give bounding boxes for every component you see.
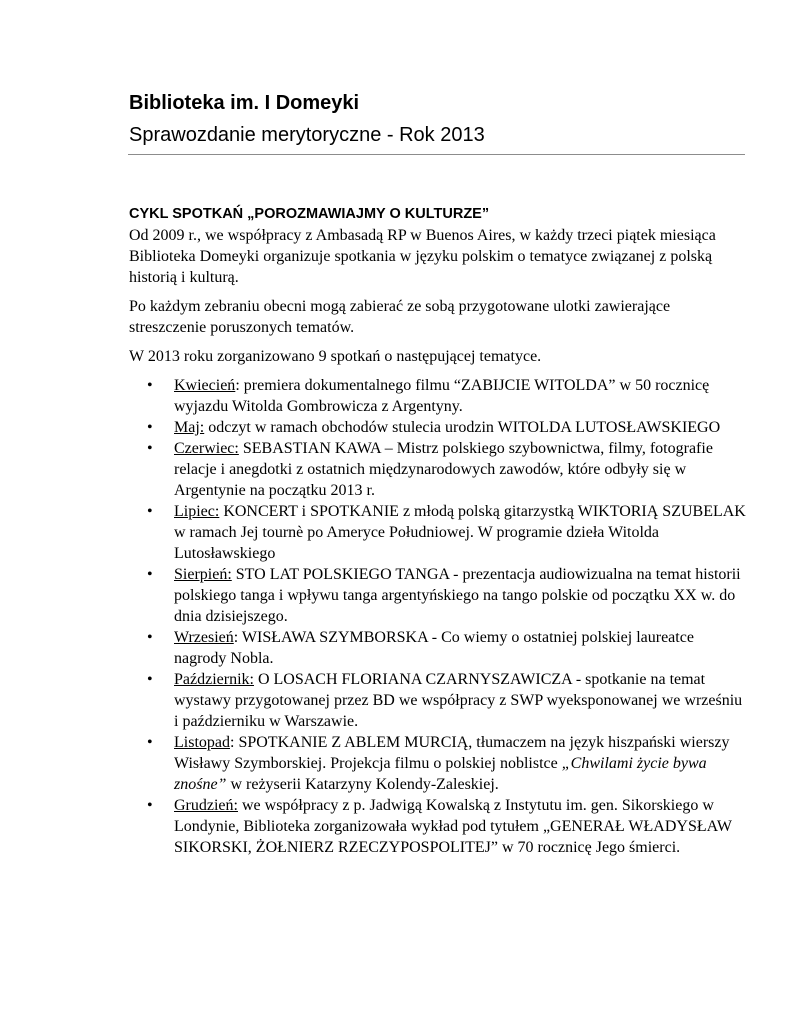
bullet-icon: •: [147, 734, 153, 751]
list-item: [129, 564, 749, 627]
section-heading: CYKL SPOTKAŃ „POROZMAWIAJMY O KULTURZE”: [129, 206, 490, 222]
list-item: [129, 375, 749, 417]
bullet-icon: •: [147, 377, 153, 394]
bullet-icon: •: [147, 566, 153, 583]
list-item: [129, 795, 749, 858]
event-month: Czerwiec:: [174, 440, 239, 457]
event-description: odczyt w ramach obchodów stulecia urodzin WITOLDA LUTOSŁAWSKIEGO: [208, 419, 721, 436]
intro-paragraph: Od 2009 r., we współpracy z Ambasadą RP w Buenos Aires, w każdy trzeci piątek miesiąca Biblioteka Domeyki organizuje spotkania w języku polskim o tematyce związanej z polską historią i kulturą.: [129, 227, 716, 286]
event-month: Grudzień:: [174, 797, 238, 814]
event-description: WISŁAWA SZYMBORSKA - Co wiemy o ostatniej polskiej laureatce nagrody Nobla.: [174, 629, 694, 667]
list-item: [129, 501, 749, 564]
event-month: Listopad: [174, 734, 230, 751]
event-month: Sierpień:: [174, 566, 232, 583]
event-description: O LOSACH FLORIANA CZARNYSZAWICZA - spotkanie na temat wystawy przygotowanej przez BD we współpracy z SWP wyeksponowanej we wrześniu i październiku w Warszawie.: [174, 671, 743, 730]
event-description: SEBASTIAN KAWA – Mistrz polskiego szybownictwa, filmy, fotografie relacje i anegdotki z ostatnich międzynarodowych zawodów, które odbyły się w Argentynie na początku 2013 r.: [174, 440, 713, 499]
event-description-tail: w reżyserii Katarzyny Kolendy-Zaleskiej.: [226, 776, 499, 793]
event-description: SPOTKANIE Z ABLEM MURCIĄ, tłumaczem na język hiszpański wierszy Wisławy Szymborskiej. Projekcja filmu o polskiej noblistce: [174, 734, 730, 772]
bullet-icon: •: [147, 440, 153, 457]
list-item: [129, 417, 749, 438]
summary-paragraph: W 2013 roku zorganizowano 9 spotkań o następującej tematyce.: [129, 348, 542, 365]
list-item: [129, 732, 749, 795]
report-section: [129, 203, 749, 858]
event-month: Październik:: [174, 671, 254, 688]
list-item: [129, 627, 749, 669]
bullet-icon: •: [147, 503, 153, 520]
leaflets-paragraph: Po każdym zebraniu obecni mogą zabierać ze sobą przygotowane ulotki zawierające streszczenie poruszonych tematów.: [129, 298, 671, 336]
event-month: Wrzesień: [174, 629, 234, 646]
event-separator: :: [233, 629, 242, 646]
event-month: Maj:: [174, 419, 205, 436]
event-description: STO LAT POLSKIEGO TANGA - prezentacja audiowizualna na temat historii polskiego tanga i wpływu tanga argentyńskiego na tango polskie od początku XX w. do dnia dzisiejszego.: [174, 566, 741, 625]
bullet-icon: •: [147, 629, 153, 646]
event-separator: :: [235, 377, 244, 394]
list-item: [129, 438, 749, 501]
event-description: we współpracy z p. Jadwigą Kowalską z Instytutu im. gen. Sikorskiego w Londynie, Biblioteka zorganizowała wykład pod tytułem „GENERAŁ WŁADYSŁAW SIKORSKI, ŻOŁNIERZ RZECZYPOSPOLITEJ” w 70 rocznicę Jego śmierci.: [174, 797, 732, 856]
events-list: [129, 375, 749, 858]
bullet-icon: •: [147, 419, 153, 436]
event-month: Lipiec:: [174, 503, 220, 520]
event-month: Kwiecień: [174, 377, 236, 394]
document-title: Biblioteka im. I Domeyki: [129, 92, 360, 114]
list-item: [129, 669, 749, 732]
event-separator: :: [230, 734, 239, 751]
header-divider: [128, 154, 745, 155]
document-subtitle: Sprawozdanie merytoryczne - Rok 2013: [129, 124, 485, 146]
event-description: KONCERT i SPOTKANIE z młodą polską gitarzystką WIKTORIĄ SZUBELAK w ramach Jej tournè po Ameryce Południowej. W programie dzieła Witolda Lutosławskiego: [174, 503, 746, 562]
bullet-icon: •: [147, 671, 153, 688]
event-description: premiera dokumentalnego filmu “ZABIJCIE WITOLDA” w 50 rocznicę wyjazdu Witolda Gombrowicza z Argentyny.: [174, 377, 710, 415]
film-title: „Chwilami życie bywa znośne”: [174, 755, 707, 793]
bullet-icon: •: [147, 797, 153, 814]
